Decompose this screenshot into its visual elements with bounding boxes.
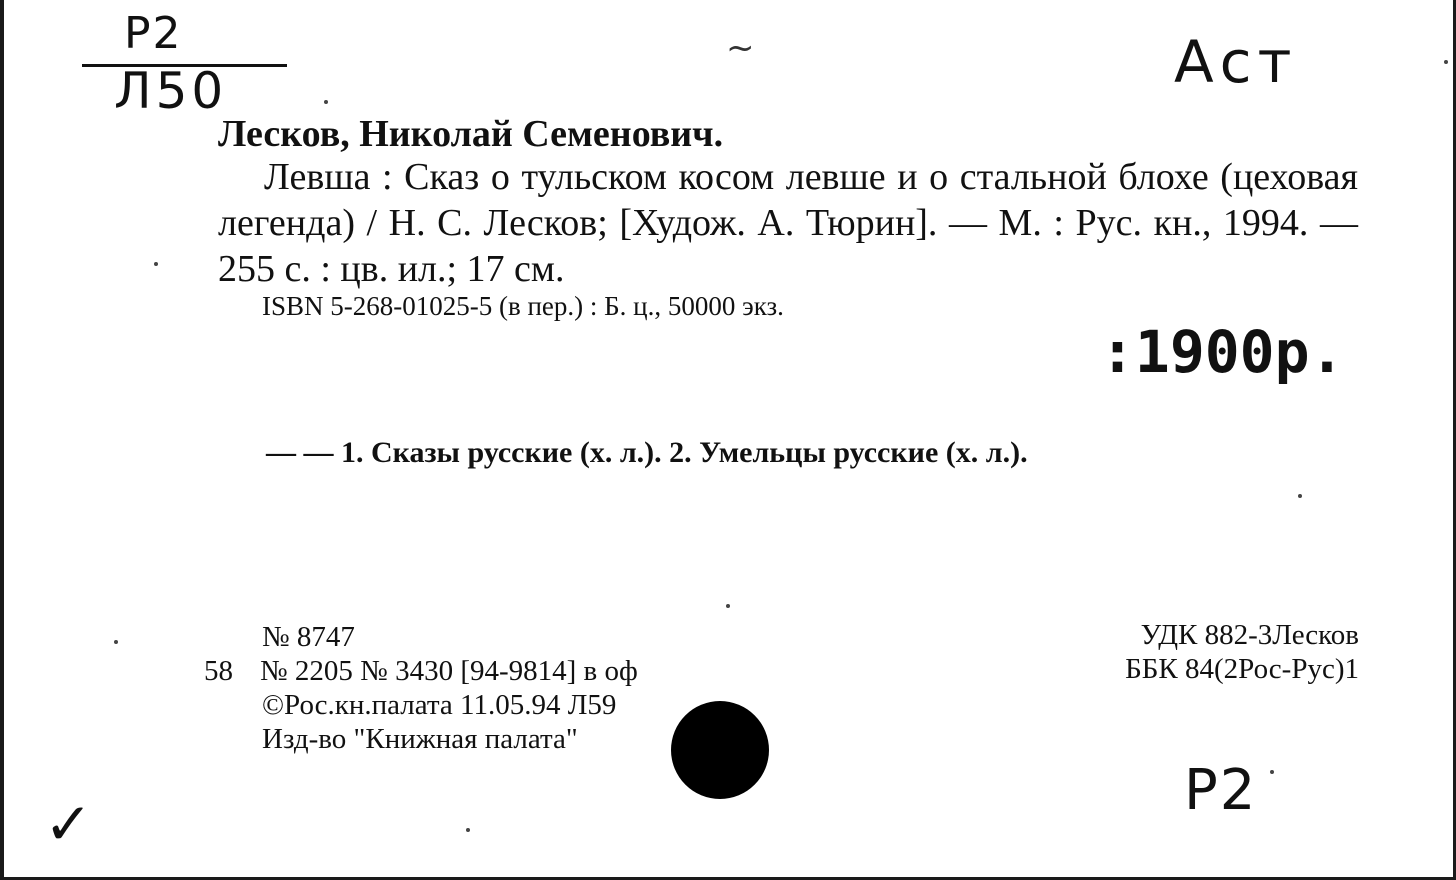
- author-heading: Лесков, Николай Семенович.: [218, 113, 724, 155]
- isbn-line: ISBN 5-268-01025-5 (в пер.) : Б. ц., 50000 экз.: [262, 291, 784, 321]
- order-prefix: 58: [204, 655, 233, 687]
- scan-speck: [114, 640, 118, 644]
- department-mark: Аст: [1174, 28, 1298, 96]
- order-row: [204, 654, 638, 688]
- scan-speck: [1298, 494, 1302, 498]
- subject-headings: — — 1. Сказы русские (х. л.). 2. Умельцы русские (х. л.).: [266, 436, 1028, 469]
- check-mark: ✓: [44, 790, 93, 858]
- number-line: № 8747: [262, 621, 355, 653]
- classification-block: [1054, 618, 1359, 686]
- bbk-code: ББК 84(2Рос-Рус)1: [1125, 653, 1359, 685]
- scan-speck: [1444, 60, 1448, 64]
- order-line: № 2205 № 3430 [94-9814] в оф: [260, 655, 638, 687]
- shelf-mark-top: Р2: [124, 8, 183, 59]
- udk-code: УДК 882-3Лесков: [1140, 619, 1359, 651]
- scan-speck: [324, 100, 328, 104]
- scan-speck: [1270, 770, 1274, 774]
- bibliographic-description: Левша : Сказ о тульском косом левше и о стальной блохе (цеховая легенда) / Н. С. Лесков; [Худож. А. Тюрин]. — М. : Рус. кн., 1994. — 255 с. : цв. ил.; 17 см.: [218, 156, 1358, 290]
- price-stamp: :1900р.: [1100, 318, 1345, 386]
- punch-hole: [671, 701, 769, 799]
- technical-block: [204, 620, 638, 756]
- scan-speck: [726, 604, 730, 608]
- bottom-right-mark: Р2: [1184, 758, 1258, 823]
- copyright-line: ©Рос.кн.палата 11.05.94 Л59: [262, 689, 617, 721]
- scan-speck: [154, 262, 158, 266]
- publisher-line: Изд-во "Книжная палата": [262, 723, 578, 755]
- shelf-mark-bottom: Л50: [114, 62, 228, 120]
- scan-speck: [466, 828, 470, 832]
- top-scribble: ~: [726, 28, 755, 68]
